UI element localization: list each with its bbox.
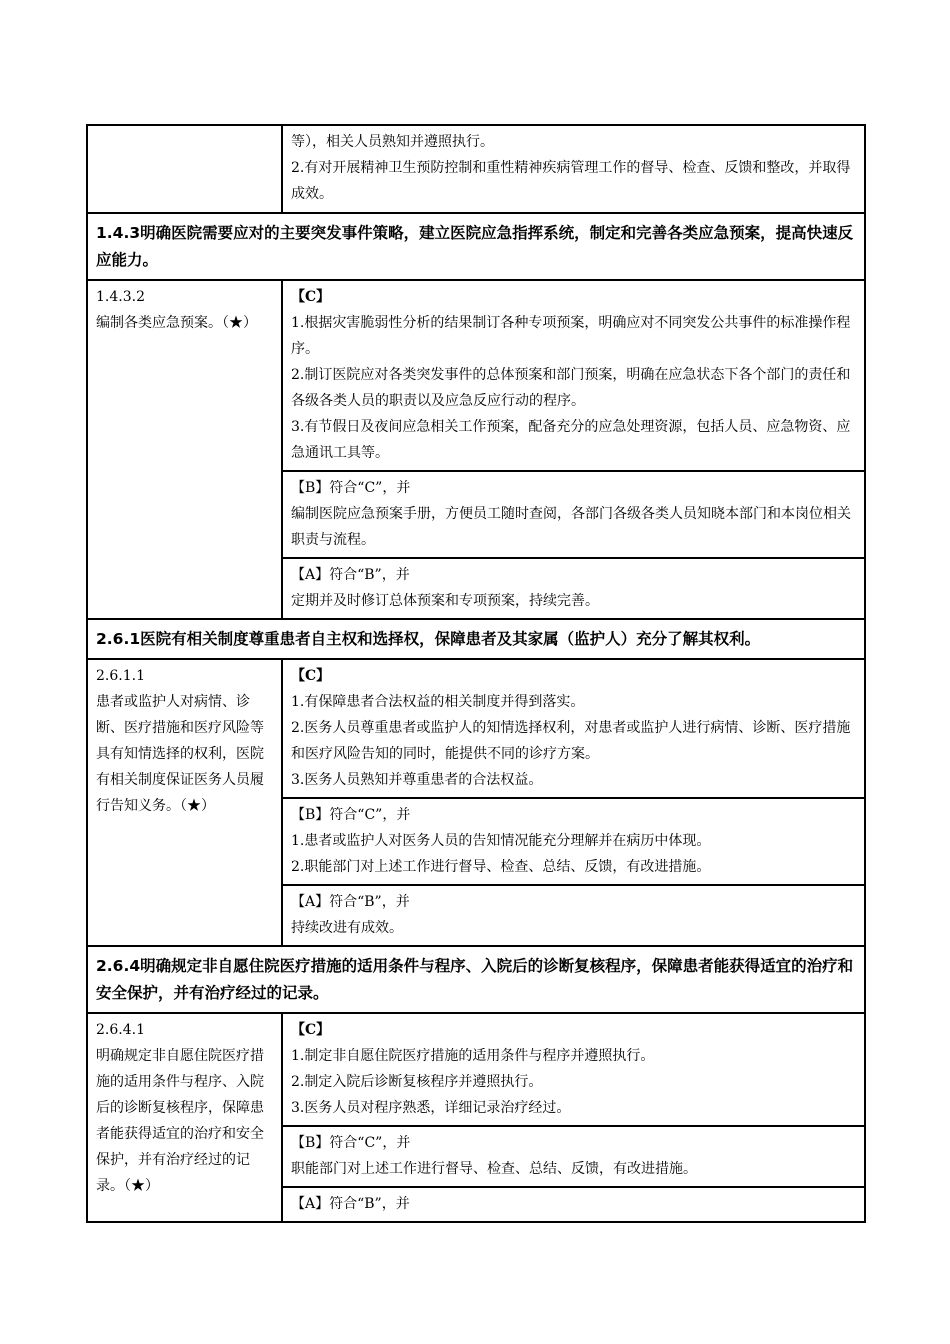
item-code: 1.4.3.2 — [96, 289, 145, 305]
criterion-line: 3.医务人员对程序熟悉，详细记录治疗经过。 — [291, 1100, 571, 1116]
grade-a-cell — [282, 1187, 865, 1222]
continuation-row — [87, 125, 865, 213]
grade-b-label: 【B】符合“C”，并 — [291, 1135, 411, 1151]
criterion-line: 1.有保障患者合法权益的相关制度并得到落实。 — [291, 694, 585, 710]
criterion-line: 3.医务人员熟知并尊重患者的合法权益。 — [291, 772, 543, 788]
grade-a-label: 【A】符合“B”，并 — [291, 894, 410, 910]
criterion-line: 1.制定非自愿住院医疗措施的适用条件与程序并遵照执行。 — [291, 1048, 655, 1064]
criterion-line: 编制医院应急预案手册，方便员工随时查阅，各部门各级各类人员知晓本部门和本岗位相关职责与流程。 — [291, 506, 851, 548]
criterion-line: 1.患者或监护人对医务人员的告知情况能充分理解并在病历中体现。 — [291, 833, 711, 849]
criteria-row-c — [87, 1013, 865, 1126]
criterion-line: 1.根据灾害脆弱性分析的结果制订各种专项预案，明确应对不同突发公共事件的标准操作程序。 — [291, 315, 851, 357]
item-cell — [87, 280, 282, 619]
grade-b-label: 【B】符合“C”，并 — [291, 807, 411, 823]
grade-c-cell — [282, 280, 865, 471]
criterion-line: 职能部门对上述工作进行督导、检查、总结、反馈，有改进措施。 — [291, 1161, 697, 1177]
item-description: 患者或监护人对病情、诊断、医疗措施和医疗风险等具有知情选择的权利，医院有相关制度保证医务人员履行告知义务。（★） — [96, 694, 264, 814]
continuation-line: 等），相关人员熟知并遵照执行。 — [291, 134, 494, 150]
criterion-line: 2.制订医院应对各类突发事件的总体预案和部门预案，明确在应急状态下各个部门的责任和各级各类人员的职责以及应急反应行动的程序。 — [291, 367, 851, 409]
item-cell — [87, 1013, 282, 1222]
grade-b-cell — [282, 471, 865, 558]
continuation-line: 2.有对开展精神卫生预防控制和重性精神疾病管理工作的督导、检查、反馈和整改，并取得成效。 — [291, 160, 851, 202]
section-heading-row — [87, 946, 865, 1013]
continuation-left-cell — [87, 125, 282, 213]
grade-c-cell — [282, 659, 865, 798]
item-code: 2.6.4.1 — [96, 1022, 145, 1038]
grade-b-cell — [282, 1126, 865, 1187]
grade-c-cell — [282, 1013, 865, 1126]
section-heading-row — [87, 619, 865, 659]
grade-a-label: 【A】符合“B”，并 — [291, 567, 410, 583]
criterion-line: 3.有节假日及夜间应急相关工作预案，配备充分的应急处理资源，包括人员、应急物资、应急通讯工具等。 — [291, 419, 851, 461]
grade-a-label: 【A】符合“B”，并 — [291, 1196, 410, 1212]
continuation-content — [282, 125, 865, 213]
grade-a-cell — [282, 558, 865, 619]
section-heading: 1.4.3明确医院需要应对的主要突发事件策略，建立医院应急指挥系统，制定和完善各类应急预案，提高快速反应能力。 — [87, 213, 865, 280]
grade-b-cell — [282, 798, 865, 885]
item-code: 2.6.1.1 — [96, 668, 145, 684]
criterion-line: 2.制定入院后诊断复核程序并遵照执行。 — [291, 1074, 543, 1090]
criteria-row-c — [87, 280, 865, 471]
section-heading-row — [87, 213, 865, 280]
item-description: 编制各类应急预案。（★） — [96, 315, 257, 331]
grade-a-cell — [282, 885, 865, 946]
section-heading: 2.6.4明确规定非自愿住院医疗措施的适用条件与程序、入院后的诊断复核程序，保障患者能获得适宜的治疗和安全保护，并有治疗经过的记录。 — [87, 946, 865, 1013]
criterion-line: 持续改进有成效。 — [291, 920, 403, 936]
item-cell — [87, 659, 282, 946]
grade-b-label: 【B】符合“C”，并 — [291, 480, 411, 496]
section-heading: 2.6.1医院有相关制度尊重患者自主权和选择权，保障患者及其家属（监护人）充分了解其权利。 — [87, 619, 865, 659]
criterion-line: 2.医务人员尊重患者或监护人的知情选择权利，对患者或监护人进行病情、诊断、医疗措施和医疗风险告知的同时，能提供不同的诊疗方案。 — [291, 720, 851, 762]
grade-c-label: 【C】 — [291, 289, 331, 305]
grade-c-label: 【C】 — [291, 1022, 331, 1038]
standards-table — [86, 124, 866, 1223]
grade-c-label: 【C】 — [291, 668, 331, 684]
item-description: 明确规定非自愿住院医疗措施的适用条件与程序、入院后的诊断复核程序，保障患者能获得适宜的治疗和安全保护，并有治疗经过的记录。（★） — [96, 1048, 264, 1194]
criterion-line: 定期并及时修订总体预案和专项预案，持续完善。 — [291, 593, 599, 609]
criterion-line: 2.职能部门对上述工作进行督导、检查、总结、反馈，有改进措施。 — [291, 859, 711, 875]
criteria-row-c — [87, 659, 865, 798]
